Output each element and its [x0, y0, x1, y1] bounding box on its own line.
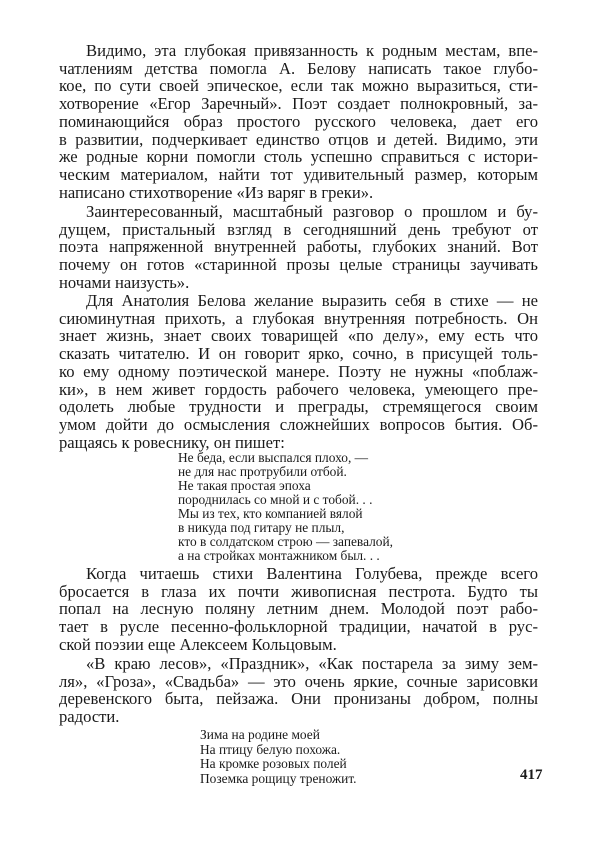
paragraph-line: чатлениям детства помогла А. Белову написать такое глубо- [59, 58, 538, 78]
paragraph-line: кое, по сути своей эпическое, если так можно выразиться, сти- [59, 76, 538, 96]
paragraph-line: сказать читателю. И он говорит ярко, сочно, в присущей толь- [59, 344, 538, 364]
paragraph-line: ночами наизусть». [59, 272, 190, 292]
paragraph-line: хотворение «Егор Заречный». Поэт создает полнокровный, за- [59, 94, 538, 114]
paragraph-line: поминающийся образ простого русского человека, дает его [59, 111, 538, 131]
paragraph-line: Для Анатолия Белова желание выразить себя в стихе — не [86, 291, 538, 310]
verse-line: Поземка рощицу треножит. [200, 770, 357, 786]
paragraph-line: написано стихотворение «Из варяг в греки». [59, 182, 374, 202]
paragraph-line: ки», в нем живет гордость рабочего человека, умеющего пре- [59, 379, 538, 399]
verse-line: в никуда под гитару не плыл, [178, 520, 345, 535]
verse-line: не для нас протрубили отбой. [178, 464, 347, 479]
paragraph-line: тает в русле песенно-фольклорной традиции, начатой в рус- [59, 617, 538, 637]
paragraph-line: ля», «Гроза», «Свадьба» — это очень яркие, сочные зарисовки [59, 671, 538, 691]
paragraph-line: сиюминутная прихоть, а глубокая внутренняя потребность. Он [59, 308, 538, 328]
verse-line: На кромке розовых полей [200, 756, 347, 772]
paragraph-line: ко ему одному поэтической манере. Поэту не нужны «поблаж- [59, 361, 538, 381]
paragraph-line: деревенского быта, пейзажа. Они пронизаны добром, полны [59, 689, 538, 709]
paragraph-line: «В краю лесов», «Праздник», «Как постарела за зиму зем- [86, 654, 538, 673]
paragraph-line: попал на лесную поляну летним днем. Молодой поэт рабо- [59, 599, 538, 619]
verse-line: Не беда, если выспался плохо, — [178, 450, 369, 465]
paragraph-line: знает жизнь, знает своих товарищей «по делу», ему есть что [59, 326, 538, 346]
verse-line: породнилась со мной и с тобой. . . [178, 492, 373, 507]
paragraph-line: умом дойти до осмысления сложнейших вопросов бытия. Об- [59, 414, 538, 434]
paragraph-line: радости. [59, 707, 120, 727]
verse-line: а на стройках монтажником был. . . [178, 548, 380, 563]
paragraph-line: в развитии, подчеркивает единство отцов и детей. Видимо, эти [59, 129, 538, 149]
paragraph-line: дущем, пристальный взгляд в сегодняшний день требуют от [59, 219, 538, 239]
page-number: 417 [520, 767, 543, 783]
verse-line: Зима на родине моей [200, 727, 320, 742]
paragraph-line: одолеть любые трудности и преграды, стремящегося своим [59, 397, 538, 417]
verse-line: Мы из тех, кто компанией вялой [178, 506, 363, 521]
paragraph-line: почему он готов «старинной прозы целые страницы заучивать [59, 255, 538, 275]
paragraph-line: Заинтересованный, масштабный разговор о прошлом и бу- [86, 202, 538, 221]
paragraph-line: же родные корни помогли столь успешно справиться с истори- [59, 147, 538, 167]
paragraph-line: ращаясь к ровеснику, он пишет: [59, 432, 285, 452]
verse-line: кто в солдатском строю — запевалой, [178, 534, 394, 549]
verse-line: На птицу белую похожа. [200, 741, 341, 757]
paragraph-line: Когда читаешь стихи Валентина Голубева, прежде всего [86, 564, 538, 583]
paragraph-line: ской поэзии еще Алексеем Кольцовым. [59, 634, 337, 654]
paragraph-line: ческим материалом, найти тот удивительный размер, которым [59, 164, 538, 184]
verse-line: Не такая простая эпоха [178, 478, 311, 493]
paragraph-line: бросается в глаза их почти живописная пестрота. Будто ты [59, 581, 538, 601]
paragraph-line: Видимо, эта глубокая привязанность к родным местам, впе- [86, 41, 538, 60]
paragraph-line: поэта напряженной внутренней работы, глубоких знаний. Вот [59, 237, 538, 257]
